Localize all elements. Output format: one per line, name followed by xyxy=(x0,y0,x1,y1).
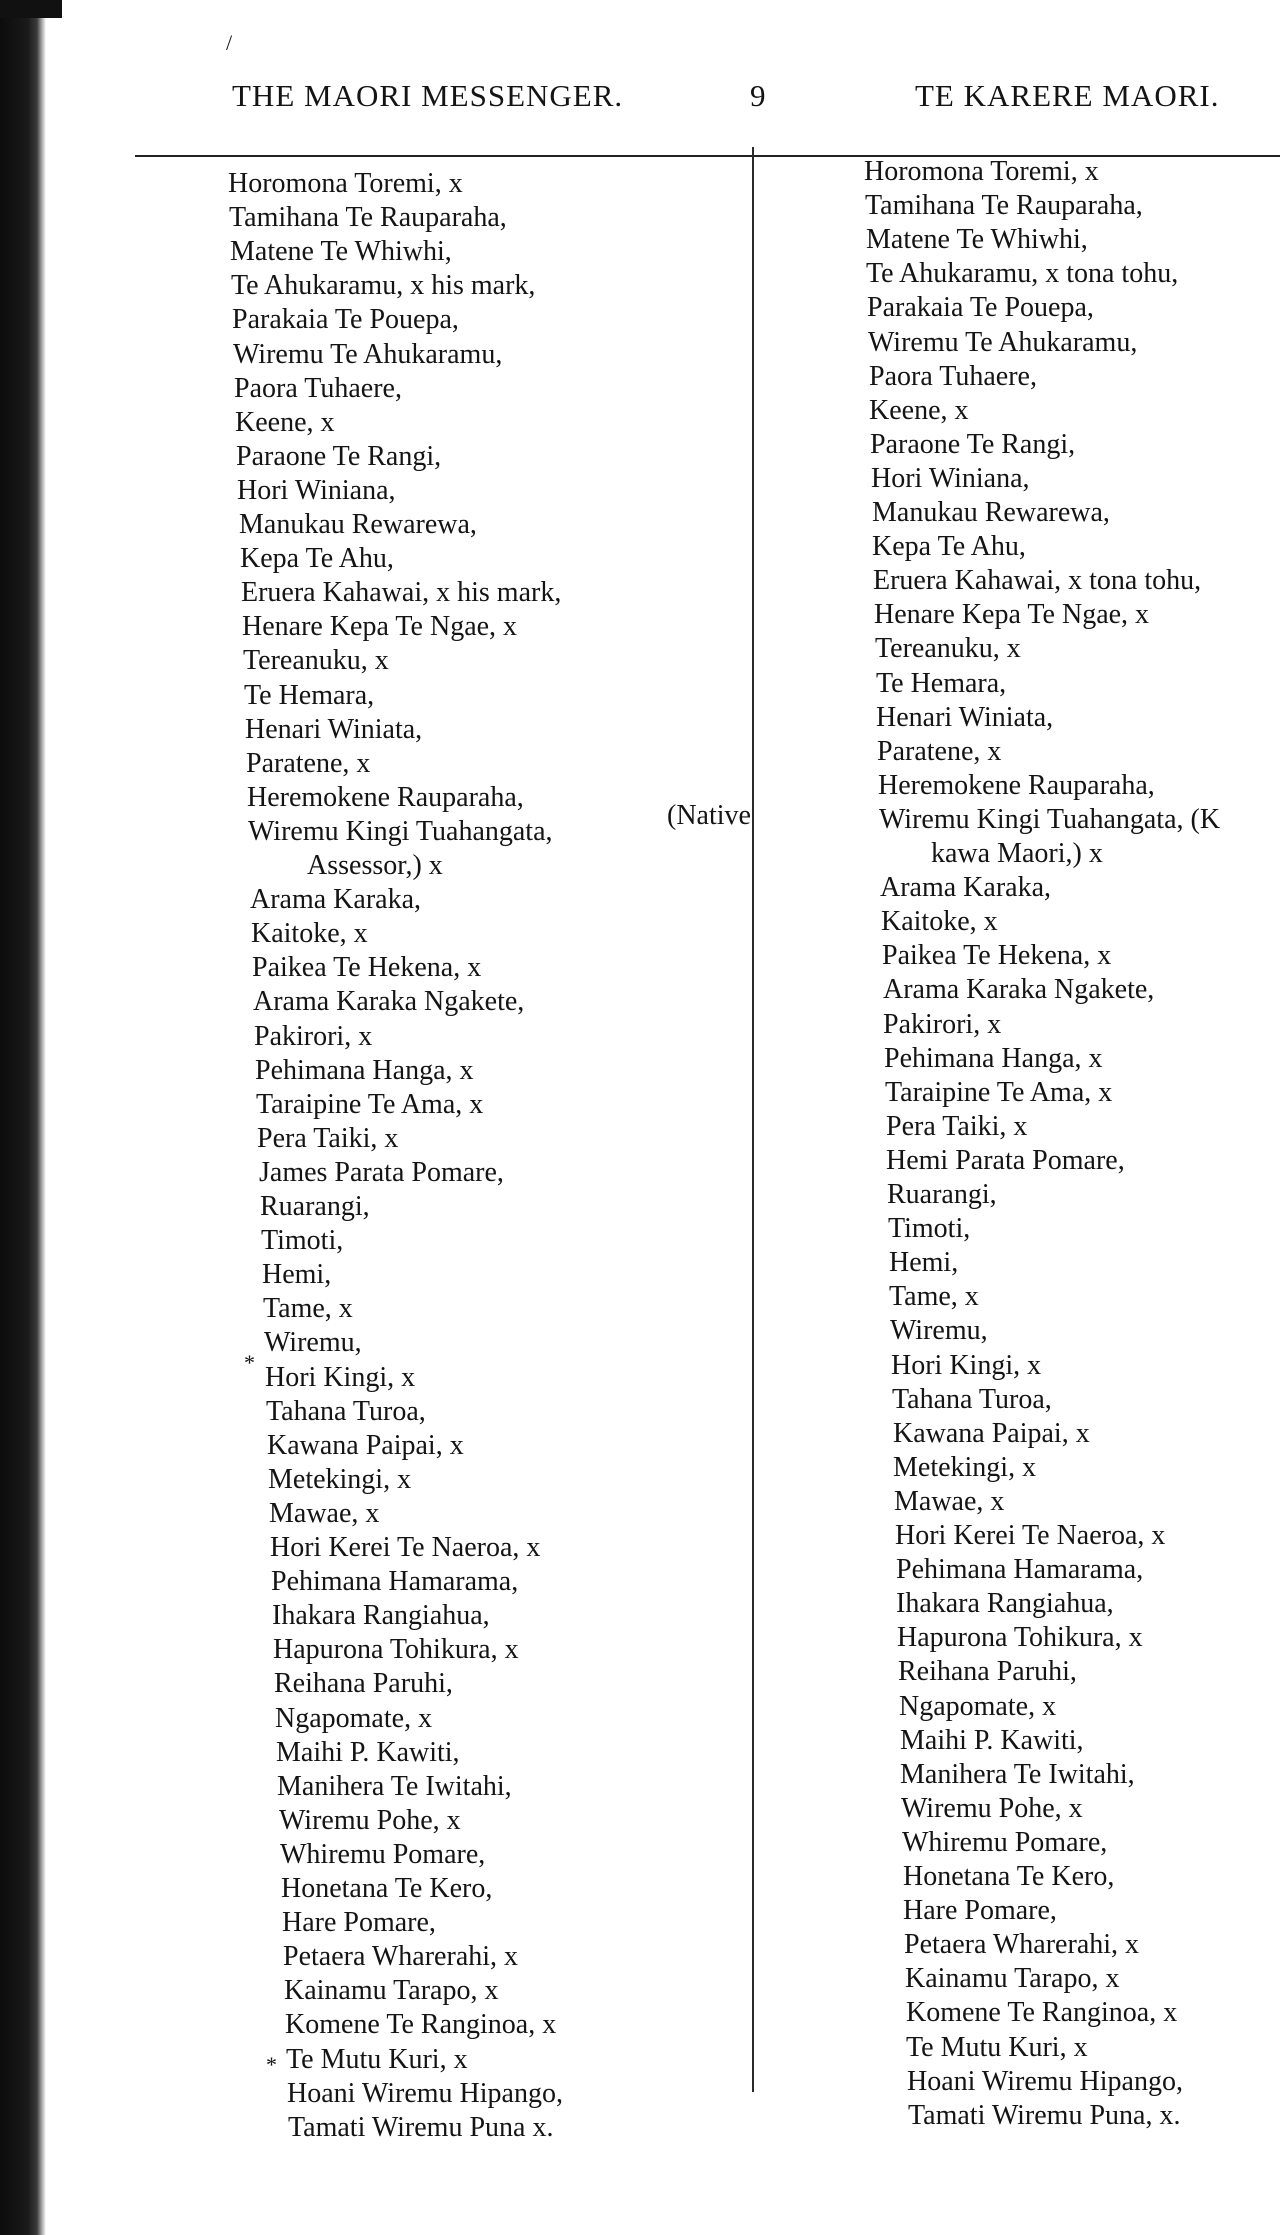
signatory-line: Hori Kerei Te Naeroa, x xyxy=(895,1520,1166,1551)
signatory-line: Paratene, x xyxy=(877,735,1002,767)
signatory-line: Te Mutu Kuri, x xyxy=(906,2031,1088,2063)
signatory-line: Pehimana Hanga, x xyxy=(884,1042,1103,1074)
signatory-line: Parakaia Te Pouepa, xyxy=(867,292,1094,324)
signatory-line: Ruarangi, xyxy=(887,1179,997,1210)
signatory-line: Arama Karaka Ngakete, xyxy=(253,986,525,1018)
signatory-line: Te Ahukaramu, x tona tohu, xyxy=(866,258,1179,290)
signatory-line: Mawae, x xyxy=(269,1497,380,1529)
signatory-line: Kawana Paipai, x xyxy=(267,1429,464,1461)
signatory-line: Ruarangi, xyxy=(260,1191,370,1222)
signatory-line: Henari Winiata, xyxy=(876,701,1054,733)
signatory-line: Matene Te Whiwhi, xyxy=(866,224,1088,256)
signatory-line: Hoani Wiremu Hipango, xyxy=(287,2077,563,2109)
signatory-line: Timoti, xyxy=(261,1225,344,1257)
signatory-line: Paora Tuhaere, xyxy=(234,372,402,404)
signatory-line: Wiremu Pohe, x xyxy=(901,1792,1083,1824)
signatory-line: Paikea Te Hekena, x xyxy=(882,940,1112,972)
signatory-line: Kaitoke, x xyxy=(251,918,368,950)
signatory-line: Metekingi, x xyxy=(268,1463,412,1495)
signatory-line: Tereanuku, x xyxy=(243,645,389,677)
signatory-line: Assessor,) x xyxy=(307,850,443,881)
signatory-line: Wiremu Kingi Tuahangata, (K xyxy=(879,803,1221,835)
signatory-line: Te Hemara, xyxy=(876,667,1007,699)
book-spine-shadow xyxy=(0,0,46,2235)
signatory-line: Wiremu, xyxy=(264,1327,362,1359)
signatory-line: Hapurona Tohikura, x xyxy=(897,1622,1143,1654)
signatory-line: Hemi Parata Pomare, xyxy=(886,1144,1125,1176)
signatory-line: Arama Karaka, xyxy=(250,884,422,916)
signatory-line: Kainamu Tarapo, x xyxy=(905,1963,1120,1995)
signatory-line: Wiremu Pohe, x xyxy=(279,1804,461,1836)
signatory-line: Pehimana Hanga, x xyxy=(255,1054,474,1086)
signatory-line: Honetana Te Kero, xyxy=(281,1873,493,1904)
signatory-line: Komene Te Ranginoa, x xyxy=(906,1997,1178,2029)
signatory-line: Paratene, x xyxy=(246,747,371,779)
signatory-line: Manihera Te Iwitahi, xyxy=(277,1770,512,1802)
signatory-line: Hoani Wiremu Hipango, xyxy=(907,2065,1183,2097)
signatory-line: Maihi P. Kawiti, xyxy=(900,1724,1084,1756)
signatory-line: Manukau Rewarewa, xyxy=(872,497,1110,528)
margin-star-mark: * xyxy=(266,2052,277,2077)
signatory-line: Timoti, xyxy=(888,1213,971,1245)
signatory-line: Kepa Te Ahu, xyxy=(872,531,1026,563)
signatory-line: Wiremu Te Ahukaramu, xyxy=(233,338,503,370)
signatory-line: Taraipine Te Ama, x xyxy=(256,1088,484,1120)
signatory-line: Reihana Paruhi, xyxy=(274,1668,453,1700)
native-assessor-annotation: (Native xyxy=(667,800,751,831)
signatory-line: Ngapomate, x xyxy=(275,1702,433,1734)
signatory-line: Petaera Wharerahi, x xyxy=(283,1941,519,1973)
signatory-line: Ngapomate, x xyxy=(899,1690,1057,1722)
signatory-line: Reihana Paruhi, xyxy=(898,1656,1077,1688)
signatory-line: Whiremu Pomare, xyxy=(902,1826,1108,1858)
signatory-line: Honetana Te Kero, xyxy=(903,1861,1115,1892)
signatory-line: Hare Pomare, xyxy=(903,1895,1057,1927)
signatory-line: Hemi, xyxy=(262,1259,332,1291)
signatory-line: Te Ahukaramu, x his mark, xyxy=(231,270,536,302)
signatory-line: Pera Taiki, x xyxy=(886,1110,1028,1142)
signatory-line: Matene Te Whiwhi, xyxy=(230,236,452,268)
signatory-line: Tamihana Te Rauparaha, xyxy=(865,190,1143,222)
signatory-line: Tame, x xyxy=(263,1293,353,1325)
signatory-line: Taraipine Te Ama, x xyxy=(885,1076,1113,1108)
signatory-line: Heremokene Rauparaha, xyxy=(878,769,1155,801)
signatory-line: Tamati Wiremu Puna x. xyxy=(288,2111,554,2143)
signatory-line: Pakirori, x xyxy=(254,1020,373,1052)
margin-star-mark: * xyxy=(244,1350,255,1375)
signatory-line: Pakirori, x xyxy=(883,1008,1002,1040)
signatory-line: Wiremu Kingi Tuahangata, xyxy=(248,815,553,847)
signatory-line: Kainamu Tarapo, x xyxy=(284,1975,499,2007)
signatory-line: Keene, x xyxy=(869,394,969,426)
signatory-line: Parakaia Te Pouepa, xyxy=(232,304,459,336)
signatory-line: Henare Kepa Te Ngae, x xyxy=(874,599,1150,631)
signatory-line: Hemi, xyxy=(889,1247,959,1279)
signatory-line: Paraone Te Rangi, xyxy=(870,428,1076,460)
signatory-line: Hori Kingi, x xyxy=(265,1361,416,1393)
signatory-line: Arama Karaka, xyxy=(880,872,1052,904)
signatory-line: Ihakara Rangiahua, xyxy=(272,1600,490,1632)
column-divider xyxy=(752,147,754,2092)
signatory-line: Hori Kingi, x xyxy=(891,1349,1042,1381)
signatory-line: Kawana Paipai, x xyxy=(893,1417,1090,1449)
signatory-line: Hori Kerei Te Naeroa, x xyxy=(270,1532,541,1563)
signatory-line: Pehimana Hamarama, xyxy=(271,1566,519,1598)
signatory-line: Eruera Kahawai, x tona tohu, xyxy=(873,565,1202,597)
signatory-line: Hapurona Tohikura, x xyxy=(273,1634,519,1666)
signatory-line: Tahana Turoa, xyxy=(892,1383,1052,1415)
signatory-line: Te Mutu Kuri, x xyxy=(286,2043,468,2075)
signatory-line: Paora Tuhaere, xyxy=(869,360,1037,392)
signatory-line: Heremokene Rauparaha, xyxy=(247,781,524,813)
signatory-line: Hori Winiana, xyxy=(237,474,396,506)
header-english-title: THE MAORI MESSENGER. xyxy=(232,78,624,113)
signatory-line: Kepa Te Ahu, xyxy=(240,543,394,575)
signatory-line: Keene, x xyxy=(235,406,335,438)
signatory-line: Mawae, x xyxy=(894,1485,1005,1517)
signatory-line: Ihakara Rangiahua, xyxy=(896,1588,1114,1620)
maori-signatory-list xyxy=(864,156,1284,2131)
signatory-line: Horomona Toremi, x xyxy=(864,156,1099,187)
signatory-line: Metekingi, x xyxy=(893,1451,1037,1483)
signatory-line: Tereanuku, x xyxy=(875,633,1021,665)
signatory-line: Whiremu Pomare, xyxy=(280,1838,486,1870)
signatory-line: Henari Winiata, xyxy=(245,713,423,745)
signatory-line: Te Hemara, xyxy=(244,679,375,711)
signatory-line: Arama Karaka Ngakete, xyxy=(883,974,1155,1006)
signatory-line: Paraone Te Rangi, xyxy=(236,440,442,472)
signatory-line: Henare Kepa Te Ngae, x xyxy=(242,611,518,643)
signatory-line: Paikea Te Hekena, x xyxy=(252,952,482,984)
spine-notch xyxy=(0,0,62,18)
signatory-line: Kaitoke, x xyxy=(881,906,998,938)
signatory-line: Tame, x xyxy=(889,1281,979,1313)
signatory-line: Tamihana Te Rauparaha, xyxy=(229,202,507,234)
signatory-line: Tamati Wiremu Puna, x. xyxy=(908,2099,1181,2131)
signatory-line: Hori Winiana, xyxy=(871,462,1030,494)
signatory-line: kawa Maori,) x xyxy=(931,838,1103,869)
header-maori-title: TE KARERE MAORI. xyxy=(915,78,1220,113)
page-number: 9 xyxy=(750,78,767,113)
signatory-line: James Parata Pomare, xyxy=(259,1156,504,1188)
signatory-line: Pera Taiki, x xyxy=(257,1122,399,1154)
signatory-line: Komene Te Ranginoa, x xyxy=(285,2009,557,2041)
margin-mark-top: / xyxy=(226,30,233,55)
signatory-line: Manukau Rewarewa, xyxy=(239,509,477,540)
signatory-line: Eruera Kahawai, x his mark, xyxy=(241,577,562,609)
signatory-line: Maihi P. Kawiti, xyxy=(276,1736,460,1768)
signatory-line: Horomona Toremi, x xyxy=(228,168,463,199)
signatory-line: Wiremu Te Ahukaramu, xyxy=(868,326,1138,358)
signatory-line: Tahana Turoa, xyxy=(266,1395,426,1427)
signatory-line: Hare Pomare, xyxy=(282,1907,436,1939)
signatory-line: Petaera Wharerahi, x xyxy=(904,1929,1140,1961)
signatory-line: Wiremu, xyxy=(890,1315,988,1347)
signatory-line: Manihera Te Iwitahi, xyxy=(900,1758,1135,1790)
signatory-line: Pehimana Hamarama, xyxy=(896,1554,1144,1586)
